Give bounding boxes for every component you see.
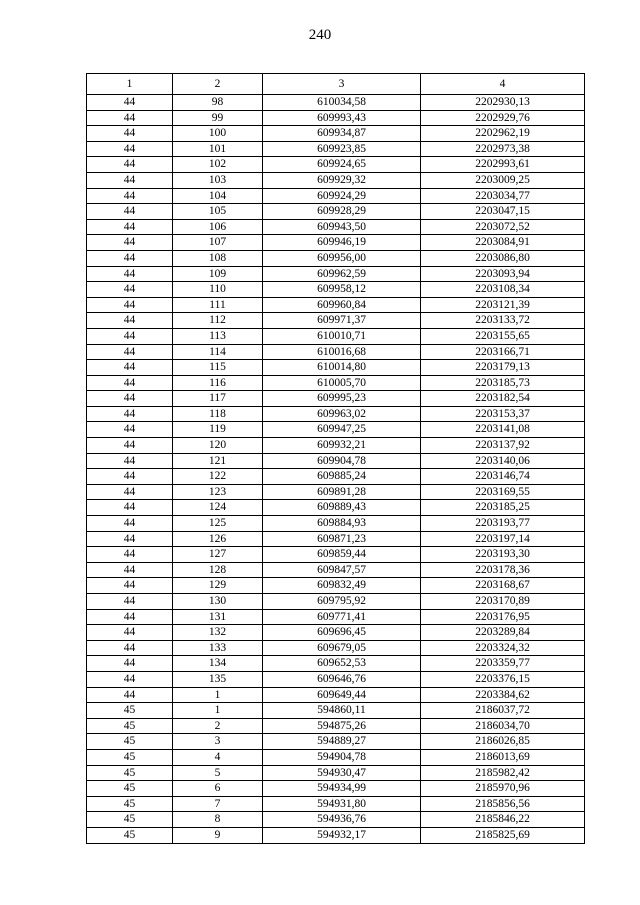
table-row	[87, 781, 585, 797]
point-number-cell: 108	[173, 250, 263, 266]
y-coordinate-cell: 2186013,69	[421, 749, 585, 765]
point-number-cell: 5	[173, 765, 263, 781]
point-number-cell: 132	[173, 625, 263, 641]
table-row	[87, 827, 585, 843]
x-coordinate-cell: 609929,32	[263, 172, 421, 188]
point-number-cell: 124	[173, 500, 263, 516]
section-number-cell: 44	[87, 609, 173, 625]
point-number-cell: 109	[173, 266, 263, 282]
table-row	[87, 297, 585, 313]
table-row	[87, 375, 585, 391]
point-number-cell: 100	[173, 126, 263, 142]
table-row	[87, 656, 585, 672]
point-number-cell: 125	[173, 516, 263, 532]
y-coordinate-cell: 2185970,96	[421, 781, 585, 797]
x-coordinate-cell: 609956,00	[263, 250, 421, 266]
table-header-row	[87, 74, 585, 95]
section-number-cell: 44	[87, 266, 173, 282]
table-row	[87, 562, 585, 578]
point-number-cell: 104	[173, 188, 263, 204]
point-number-cell: 1	[173, 687, 263, 703]
x-coordinate-cell: 609934,87	[263, 126, 421, 142]
y-coordinate-cell: 2203324,32	[421, 640, 585, 656]
x-coordinate-cell: 609885,24	[263, 469, 421, 485]
point-number-cell: 122	[173, 469, 263, 485]
y-coordinate-cell: 2203185,73	[421, 375, 585, 391]
point-number-cell: 131	[173, 609, 263, 625]
x-coordinate-cell: 594932,17	[263, 827, 421, 843]
x-coordinate-cell: 594930,47	[263, 765, 421, 781]
section-number-cell: 44	[87, 328, 173, 344]
table-row	[87, 126, 585, 142]
section-number-cell: 44	[87, 578, 173, 594]
x-coordinate-cell: 610010,71	[263, 328, 421, 344]
table-row	[87, 516, 585, 532]
point-number-cell: 123	[173, 484, 263, 500]
x-coordinate-cell: 609771,41	[263, 609, 421, 625]
section-number-cell: 44	[87, 110, 173, 126]
section-number-cell: 44	[87, 656, 173, 672]
y-coordinate-cell: 2203178,36	[421, 562, 585, 578]
point-number-cell: 2	[173, 718, 263, 734]
y-coordinate-cell: 2203193,30	[421, 547, 585, 563]
point-number-cell: 98	[173, 95, 263, 111]
table-row	[87, 812, 585, 828]
x-coordinate-cell: 609946,19	[263, 235, 421, 251]
x-coordinate-cell: 609963,02	[263, 406, 421, 422]
section-number-cell: 44	[87, 500, 173, 516]
table-row	[87, 484, 585, 500]
table-row	[87, 578, 585, 594]
y-coordinate-cell: 2203146,74	[421, 469, 585, 485]
table-row	[87, 469, 585, 485]
section-number-cell: 44	[87, 531, 173, 547]
x-coordinate-cell: 609958,12	[263, 282, 421, 298]
table-row	[87, 500, 585, 516]
table-row	[87, 188, 585, 204]
table-row	[87, 671, 585, 687]
table-row	[87, 749, 585, 765]
x-coordinate-cell: 609943,50	[263, 219, 421, 235]
section-number-cell: 44	[87, 235, 173, 251]
point-number-cell: 111	[173, 297, 263, 313]
y-coordinate-cell: 2202973,38	[421, 141, 585, 157]
table-row	[87, 406, 585, 422]
table-row	[87, 219, 585, 235]
point-number-cell: 118	[173, 406, 263, 422]
y-coordinate-cell: 2203176,95	[421, 609, 585, 625]
table-row	[87, 765, 585, 781]
table-row	[87, 422, 585, 438]
table-row	[87, 594, 585, 610]
table-row	[87, 328, 585, 344]
x-coordinate-cell: 609928,29	[263, 204, 421, 220]
section-number-cell: 45	[87, 812, 173, 828]
point-number-cell: 120	[173, 438, 263, 454]
table-row	[87, 718, 585, 734]
y-coordinate-cell: 2202962,19	[421, 126, 585, 142]
section-number-cell: 44	[87, 391, 173, 407]
section-number-cell: 45	[87, 703, 173, 719]
point-number-cell: 130	[173, 594, 263, 610]
x-coordinate-cell: 609891,28	[263, 484, 421, 500]
column-header-2: 2	[173, 74, 263, 95]
x-coordinate-cell: 594889,27	[263, 734, 421, 750]
table-row	[87, 235, 585, 251]
table-row	[87, 141, 585, 157]
point-number-cell: 107	[173, 235, 263, 251]
section-number-cell: 44	[87, 282, 173, 298]
table-row	[87, 95, 585, 111]
x-coordinate-cell: 610016,68	[263, 344, 421, 360]
table-row	[87, 110, 585, 126]
point-number-cell: 113	[173, 328, 263, 344]
point-number-cell: 102	[173, 157, 263, 173]
point-number-cell: 4	[173, 749, 263, 765]
point-number-cell: 128	[173, 562, 263, 578]
y-coordinate-cell: 2203137,92	[421, 438, 585, 454]
section-number-cell: 45	[87, 749, 173, 765]
section-number-cell: 44	[87, 406, 173, 422]
x-coordinate-cell: 609795,92	[263, 594, 421, 610]
section-number-cell: 44	[87, 453, 173, 469]
section-number-cell: 44	[87, 687, 173, 703]
section-number-cell: 44	[87, 250, 173, 266]
section-number-cell: 45	[87, 827, 173, 843]
coordinates-table	[86, 73, 585, 844]
y-coordinate-cell: 2186026,85	[421, 734, 585, 750]
table-row	[87, 453, 585, 469]
y-coordinate-cell: 2185856,56	[421, 796, 585, 812]
table-row	[87, 625, 585, 641]
table-row	[87, 157, 585, 173]
y-coordinate-cell: 2186034,70	[421, 718, 585, 734]
x-coordinate-cell: 609924,65	[263, 157, 421, 173]
section-number-cell: 44	[87, 484, 173, 500]
point-number-cell: 9	[173, 827, 263, 843]
point-number-cell: 101	[173, 141, 263, 157]
point-number-cell: 7	[173, 796, 263, 812]
table-row	[87, 391, 585, 407]
table-row	[87, 734, 585, 750]
section-number-cell: 45	[87, 765, 173, 781]
x-coordinate-cell: 594875,26	[263, 718, 421, 734]
y-coordinate-cell: 2203084,91	[421, 235, 585, 251]
section-number-cell: 44	[87, 313, 173, 329]
point-number-cell: 103	[173, 172, 263, 188]
y-coordinate-cell: 2203141,08	[421, 422, 585, 438]
x-coordinate-cell: 610034,58	[263, 95, 421, 111]
x-coordinate-cell: 609904,78	[263, 453, 421, 469]
section-number-cell: 44	[87, 625, 173, 641]
section-number-cell: 44	[87, 172, 173, 188]
x-coordinate-cell: 609646,76	[263, 671, 421, 687]
y-coordinate-cell: 2203133,72	[421, 313, 585, 329]
table-row	[87, 609, 585, 625]
y-coordinate-cell: 2203384,62	[421, 687, 585, 703]
column-header-4: 4	[421, 74, 585, 95]
section-number-cell: 44	[87, 469, 173, 485]
x-coordinate-cell: 609962,59	[263, 266, 421, 282]
x-coordinate-cell: 609923,85	[263, 141, 421, 157]
section-number-cell: 44	[87, 547, 173, 563]
section-number-cell: 44	[87, 141, 173, 157]
y-coordinate-cell: 2203197,14	[421, 531, 585, 547]
table-row	[87, 796, 585, 812]
table-row	[87, 687, 585, 703]
table-row	[87, 250, 585, 266]
y-coordinate-cell: 2203034,77	[421, 188, 585, 204]
x-coordinate-cell: 609995,23	[263, 391, 421, 407]
table-row	[87, 531, 585, 547]
point-number-cell: 127	[173, 547, 263, 563]
table-row	[87, 703, 585, 719]
section-number-cell: 44	[87, 422, 173, 438]
y-coordinate-cell: 2185846,22	[421, 812, 585, 828]
column-header-1: 1	[87, 74, 173, 95]
x-coordinate-cell: 594860,11	[263, 703, 421, 719]
y-coordinate-cell: 2203155,65	[421, 328, 585, 344]
x-coordinate-cell: 609947,25	[263, 422, 421, 438]
y-coordinate-cell: 2203121,39	[421, 297, 585, 313]
y-coordinate-cell: 2203140,06	[421, 453, 585, 469]
point-number-cell: 8	[173, 812, 263, 828]
y-coordinate-cell: 2203086,80	[421, 250, 585, 266]
table-row	[87, 547, 585, 563]
x-coordinate-cell: 609652,53	[263, 656, 421, 672]
point-number-cell: 99	[173, 110, 263, 126]
table-row	[87, 282, 585, 298]
section-number-cell: 44	[87, 297, 173, 313]
y-coordinate-cell: 2203289,84	[421, 625, 585, 641]
table-row	[87, 640, 585, 656]
section-number-cell: 44	[87, 562, 173, 578]
x-coordinate-cell: 609924,29	[263, 188, 421, 204]
section-number-cell: 44	[87, 360, 173, 376]
y-coordinate-cell: 2203072,52	[421, 219, 585, 235]
section-number-cell: 45	[87, 796, 173, 812]
y-coordinate-cell: 2203009,25	[421, 172, 585, 188]
point-number-cell: 1	[173, 703, 263, 719]
section-number-cell: 44	[87, 95, 173, 111]
point-number-cell: 129	[173, 578, 263, 594]
y-coordinate-cell: 2185825,69	[421, 827, 585, 843]
x-coordinate-cell: 610014,80	[263, 360, 421, 376]
x-coordinate-cell: 594934,99	[263, 781, 421, 797]
point-number-cell: 110	[173, 282, 263, 298]
x-coordinate-cell: 609871,23	[263, 531, 421, 547]
y-coordinate-cell: 2203047,15	[421, 204, 585, 220]
column-header-3: 3	[263, 74, 421, 95]
x-coordinate-cell: 594904,78	[263, 749, 421, 765]
x-coordinate-cell: 609649,44	[263, 687, 421, 703]
y-coordinate-cell: 2185982,42	[421, 765, 585, 781]
x-coordinate-cell: 609932,21	[263, 438, 421, 454]
y-coordinate-cell: 2203168,67	[421, 578, 585, 594]
section-number-cell: 44	[87, 188, 173, 204]
point-number-cell: 119	[173, 422, 263, 438]
section-number-cell: 44	[87, 204, 173, 220]
y-coordinate-cell: 2203166,71	[421, 344, 585, 360]
x-coordinate-cell: 609889,43	[263, 500, 421, 516]
y-coordinate-cell: 2203170,89	[421, 594, 585, 610]
y-coordinate-cell: 2203093,94	[421, 266, 585, 282]
y-coordinate-cell: 2203153,37	[421, 406, 585, 422]
x-coordinate-cell: 609679,05	[263, 640, 421, 656]
x-coordinate-cell: 609971,37	[263, 313, 421, 329]
point-number-cell: 112	[173, 313, 263, 329]
y-coordinate-cell: 2203185,25	[421, 500, 585, 516]
x-coordinate-cell: 609884,93	[263, 516, 421, 532]
table-body	[87, 95, 585, 844]
section-number-cell: 45	[87, 718, 173, 734]
point-number-cell: 115	[173, 360, 263, 376]
y-coordinate-cell: 2203108,34	[421, 282, 585, 298]
y-coordinate-cell: 2203376,15	[421, 671, 585, 687]
table-row	[87, 360, 585, 376]
section-number-cell: 44	[87, 126, 173, 142]
point-number-cell: 126	[173, 531, 263, 547]
point-number-cell: 133	[173, 640, 263, 656]
point-number-cell: 135	[173, 671, 263, 687]
point-number-cell: 117	[173, 391, 263, 407]
x-coordinate-cell: 610005,70	[263, 375, 421, 391]
point-number-cell: 121	[173, 453, 263, 469]
section-number-cell: 44	[87, 157, 173, 173]
section-number-cell: 44	[87, 516, 173, 532]
y-coordinate-cell: 2202993,61	[421, 157, 585, 173]
y-coordinate-cell: 2202929,76	[421, 110, 585, 126]
section-number-cell: 44	[87, 594, 173, 610]
y-coordinate-cell: 2203359,77	[421, 656, 585, 672]
section-number-cell: 44	[87, 375, 173, 391]
point-number-cell: 134	[173, 656, 263, 672]
section-number-cell: 44	[87, 219, 173, 235]
x-coordinate-cell: 594931,80	[263, 796, 421, 812]
section-number-cell: 45	[87, 781, 173, 797]
y-coordinate-cell: 2203182,54	[421, 391, 585, 407]
section-number-cell: 44	[87, 344, 173, 360]
point-number-cell: 105	[173, 204, 263, 220]
y-coordinate-cell: 2203179,13	[421, 360, 585, 376]
y-coordinate-cell: 2203169,55	[421, 484, 585, 500]
x-coordinate-cell: 609832,49	[263, 578, 421, 594]
table-row	[87, 266, 585, 282]
section-number-cell: 45	[87, 734, 173, 750]
y-coordinate-cell: 2202930,13	[421, 95, 585, 111]
table-row	[87, 204, 585, 220]
x-coordinate-cell: 609847,57	[263, 562, 421, 578]
section-number-cell: 44	[87, 671, 173, 687]
table-row	[87, 313, 585, 329]
x-coordinate-cell: 609960,84	[263, 297, 421, 313]
x-coordinate-cell: 594936,76	[263, 812, 421, 828]
x-coordinate-cell: 609993,43	[263, 110, 421, 126]
table-row	[87, 172, 585, 188]
section-number-cell: 44	[87, 438, 173, 454]
point-number-cell: 106	[173, 219, 263, 235]
point-number-cell: 114	[173, 344, 263, 360]
point-number-cell: 3	[173, 734, 263, 750]
table-row	[87, 438, 585, 454]
point-number-cell: 116	[173, 375, 263, 391]
section-number-cell: 44	[87, 640, 173, 656]
point-number-cell: 6	[173, 781, 263, 797]
y-coordinate-cell: 2186037,72	[421, 703, 585, 719]
x-coordinate-cell: 609696,45	[263, 625, 421, 641]
y-coordinate-cell: 2203193,77	[421, 516, 585, 532]
x-coordinate-cell: 609859,44	[263, 547, 421, 563]
page-number: 240	[308, 27, 332, 43]
table-row	[87, 344, 585, 360]
